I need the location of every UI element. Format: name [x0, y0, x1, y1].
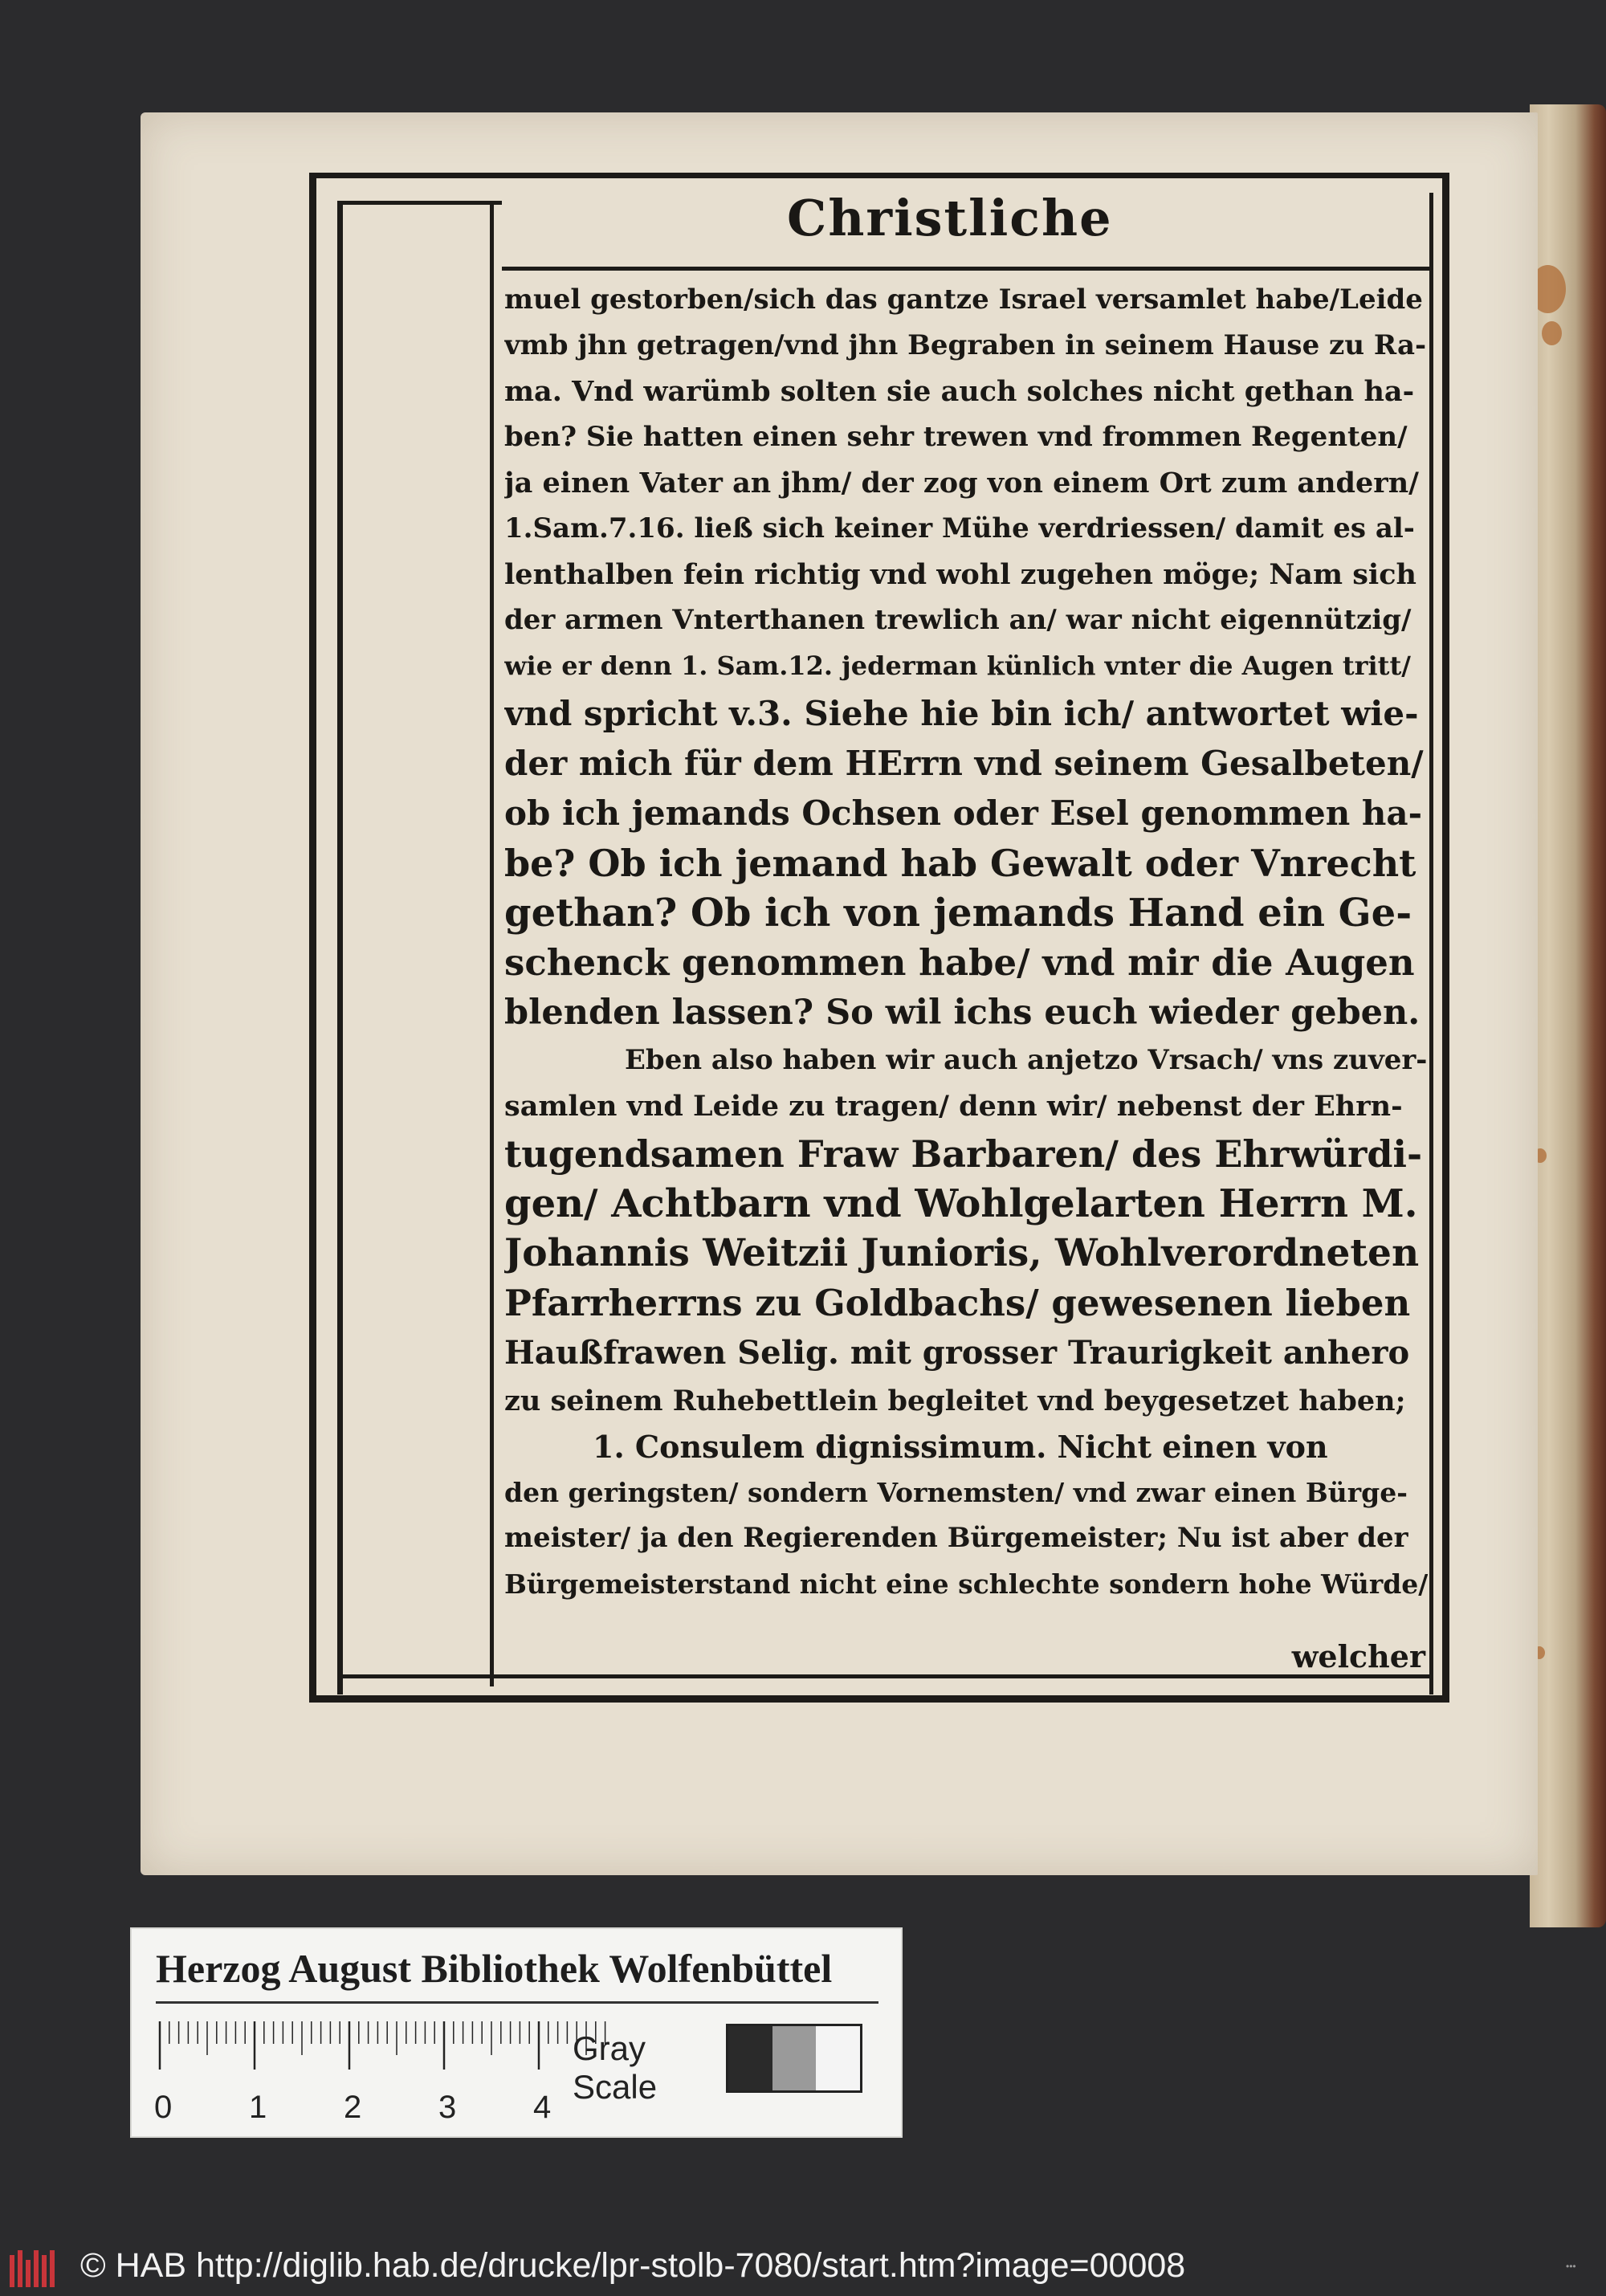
text-line: Pfarrherrns zu Goldbachs/ gewesenen lieben — [504, 1282, 1411, 1324]
text-line: ob ich jemands Ochsen oder Esel genommen ha- — [504, 793, 1423, 833]
text-line: ben? Sie hatten einen sehr trewen vnd frommen Regenten/ — [504, 421, 1408, 453]
ruler-number: 4 — [533, 2090, 552, 2125]
ruler-number: 2 — [344, 2090, 362, 2125]
text-line: gethan? Ob ich von jemands Hand ein Ge- — [504, 891, 1412, 936]
library-label-card — [130, 1927, 903, 2138]
text-line: muel gestorben/sich das gantze Israel versamlet habe/Leide — [504, 283, 1423, 316]
text-line: be? Ob ich jemand hab Gewalt oder Vnrecht — [504, 842, 1416, 885]
text-line: meister/ ja den Regierenden Bürgemeister; Nu ist aber der — [504, 1522, 1408, 1554]
footer-copyright-url: © HAB http://diglib.hab.de/drucke/lpr-stolb-7080/start.htm?image=00008 — [80, 2246, 1186, 2285]
frame-rule-bottom — [337, 1674, 1429, 1678]
ruler-number: 3 — [438, 2090, 457, 2125]
header-rule — [502, 267, 1429, 271]
frame-rule-left — [337, 201, 343, 1694]
text-line: vmb jhn getragen/vnd jhn Begraben in seinem Hause zu Ra- — [504, 329, 1427, 361]
text-line: 1. Consulem dignissimum. Nicht einen von — [593, 1429, 1328, 1465]
text-line: lenthalben fein richtig vnd wohl zugehen möge; Nam sich — [504, 558, 1416, 591]
text-line: tugendsamen Fraw Barbaren/ des Ehrwürdi- — [504, 1132, 1423, 1176]
text-line: der mich für dem HErrn vnd seinem Gesalbeten/ — [504, 744, 1424, 783]
library-title: Herzog August Bibliothek Wolfenbüttel — [156, 1946, 833, 1991]
ruler-numbers — [154, 2090, 636, 2126]
text-line: den geringsten/ sondern Vornemsten/ vnd zwar einen Bürge- — [504, 1477, 1408, 1508]
frame-rule-right — [1429, 193, 1433, 1694]
text-line: Haußfrawen Selig. mit grosser Traurigkeit anhero — [504, 1334, 1410, 1372]
book-edge — [1530, 104, 1606, 1927]
text-line: 1.Sam.7.16. ließ sich keiner Mühe verdriessen/ damit es al- — [504, 512, 1415, 544]
gray-scale-swatches — [726, 2024, 862, 2093]
frame-rule-top — [337, 201, 502, 205]
margin-rule — [490, 201, 494, 1686]
text-line: ja einen Vater an jhm/ der zog von einem Ort zum andern/ — [504, 467, 1419, 500]
text-line: vnd spricht v.3. Siehe hie bin ich/ antwortet wie- — [504, 694, 1419, 733]
footer-mini-mark: ••• — [1566, 2261, 1576, 2272]
hab-logo-icon — [10, 2247, 66, 2287]
text-line: wie er denn 1. Sam.12. jederman künlich vnter die Augen tritt/ — [504, 650, 1411, 681]
text-line: der armen Vnterthanen trewlich an/ war nicht eigennützig/ — [504, 604, 1412, 636]
text-line: Eben also haben wir auch anjetzo Vrsach/ vns zuver- — [625, 1044, 1428, 1076]
ruler-scale — [158, 2021, 608, 2086]
ruler-number: 1 — [249, 2090, 267, 2125]
page-header: Christliche — [787, 189, 1113, 247]
ruler-number: 0 — [154, 2090, 173, 2125]
text-line: gen/ Achtbarn vnd Wohlgelarten Herrn M. — [504, 1181, 1418, 1226]
text-line: blenden lassen? So wil ichs euch wieder geben. — [504, 993, 1421, 1033]
label-divider — [156, 2001, 878, 2004]
text-line: Bürgemeisterstand nicht eine schlechte sondern hohe Würde/ — [504, 1568, 1428, 1600]
text-line: zu seinem Ruhebettlein begleitet vnd beygesetzet haben; — [504, 1385, 1406, 1417]
text-line: samlen vnd Leide zu tragen/ denn wir/ nebenst der Ehrn- — [504, 1090, 1403, 1123]
body-text — [504, 277, 1428, 1607]
gray-scale-label: Gray Scale — [573, 2029, 658, 2106]
text-line: Johannis Weitzii Junioris, Wohlverordneten — [504, 1231, 1420, 1275]
gray-swatch — [816, 2026, 860, 2090]
catch-word: welcher — [1291, 1638, 1425, 1674]
gray-swatch — [728, 2026, 772, 2090]
text-line: schenck genommen habe/ vnd mir die Augen — [504, 941, 1415, 984]
gray-swatch — [772, 2026, 817, 2090]
text-line: ma. Vnd warümb solten sie auch solches nicht gethan ha- — [504, 375, 1415, 408]
